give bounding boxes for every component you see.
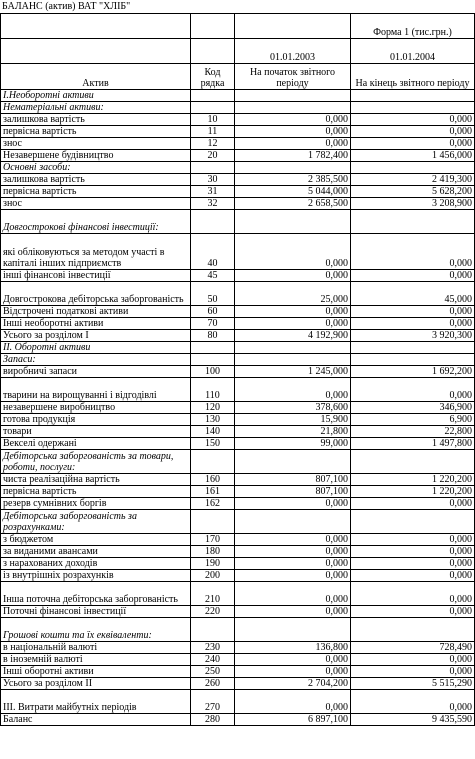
date-end: 01.01.2004 [351, 39, 475, 64]
row-start-value: 2 385,500 [235, 174, 351, 186]
row-code: 161 [191, 486, 235, 498]
row-start-value: 0,000 [235, 306, 351, 318]
row-end-value: 0,000 [351, 558, 475, 570]
row-start-value: 0,000 [235, 234, 351, 270]
table-row [1, 90, 475, 102]
table-row [1, 486, 475, 498]
row-start-value: 0,000 [235, 378, 351, 402]
row-label: з бюджетом [1, 534, 191, 546]
balance-table [0, 13, 475, 726]
row-start-value: 378,600 [235, 402, 351, 414]
row-end-value: 1 692,200 [351, 366, 475, 378]
row-end-value: 3 920,300 [351, 330, 475, 342]
table-row [1, 582, 475, 606]
row-start-value: 0,000 [235, 318, 351, 330]
table-row [1, 366, 475, 378]
row-start-value [235, 618, 351, 642]
row-code [191, 450, 235, 474]
table-row [1, 474, 475, 486]
row-end-value [351, 342, 475, 354]
date-start: 01.01.2003 [235, 39, 351, 64]
row-end-value: 45,000 [351, 282, 475, 306]
table-row [1, 282, 475, 306]
row-code [191, 354, 235, 366]
row-end-value: 0,000 [351, 690, 475, 714]
row-end-value [351, 90, 475, 102]
row-start-value: 0,000 [235, 558, 351, 570]
row-label: товари [1, 426, 191, 438]
table-row [1, 498, 475, 510]
row-end-value: 3 208,900 [351, 198, 475, 210]
row-label: Довгострокова дебіторська заборгованість [1, 282, 191, 306]
table-row [1, 306, 475, 318]
row-code: 190 [191, 558, 235, 570]
row-code: 70 [191, 318, 235, 330]
table-row [1, 570, 475, 582]
row-end-value: 0,000 [351, 114, 475, 126]
row-label: готова продукція [1, 414, 191, 426]
row-end-value: 0,000 [351, 306, 475, 318]
row-end-value: 1 497,800 [351, 438, 475, 450]
row-label: з нарахованих доходів [1, 558, 191, 570]
header-asset: Актив [1, 64, 191, 90]
row-label: Інші необоротні активи [1, 318, 191, 330]
table-row [1, 426, 475, 438]
row-label: Поточні фінансові інвестиції [1, 606, 191, 618]
row-end-value: 22,800 [351, 426, 475, 438]
row-label: Інші оборотні активи [1, 666, 191, 678]
row-start-value: 2 658,500 [235, 198, 351, 210]
row-start-value [235, 210, 351, 234]
row-start-value: 0,000 [235, 126, 351, 138]
row-code: 11 [191, 126, 235, 138]
row-label: які обліковуються за методом участі в капіталі інших підприємств [1, 234, 191, 270]
row-end-value [351, 102, 475, 114]
row-label: інші фінансові інвестиції [1, 270, 191, 282]
row-label: із внутрішніх розрахунків [1, 570, 191, 582]
row-end-value: 1 220,200 [351, 474, 475, 486]
row-start-value: 0,000 [235, 534, 351, 546]
row-start-value: 807,100 [235, 474, 351, 486]
row-end-value: 0,000 [351, 546, 475, 558]
table-row [1, 642, 475, 654]
table-row [1, 270, 475, 282]
row-end-value: 2 419,300 [351, 174, 475, 186]
row-start-value: 136,800 [235, 642, 351, 654]
row-code: 200 [191, 570, 235, 582]
row-label: чиста реалізаційна вартість [1, 474, 191, 486]
row-code: 110 [191, 378, 235, 402]
row-code [191, 102, 235, 114]
row-code: 40 [191, 234, 235, 270]
row-start-value: 0,000 [235, 270, 351, 282]
table-row [1, 546, 475, 558]
table-row [1, 402, 475, 414]
row-code: 180 [191, 546, 235, 558]
row-code: 20 [191, 150, 235, 162]
table-row [1, 654, 475, 666]
row-label: Векселі одержані [1, 438, 191, 450]
table-row [1, 450, 475, 474]
row-code [191, 618, 235, 642]
row-code: 50 [191, 282, 235, 306]
row-end-value: 1 456,000 [351, 150, 475, 162]
row-end-value: 0,000 [351, 654, 475, 666]
row-end-value [351, 618, 475, 642]
row-code [191, 210, 235, 234]
row-start-value: 0,000 [235, 546, 351, 558]
row-start-value: 15,900 [235, 414, 351, 426]
row-label: ІІІ. Витрати майбутніх періодів [1, 690, 191, 714]
row-end-value: 0,000 [351, 318, 475, 330]
row-start-value [235, 342, 351, 354]
row-start-value: 21,800 [235, 426, 351, 438]
row-code: 210 [191, 582, 235, 606]
row-start-value: 0,000 [235, 606, 351, 618]
table-row [1, 126, 475, 138]
row-label: Усього за розділом І [1, 330, 191, 342]
row-start-value: 0,000 [235, 138, 351, 150]
row-code: 170 [191, 534, 235, 546]
row-code: 230 [191, 642, 235, 654]
row-code [191, 162, 235, 174]
row-label: знос [1, 198, 191, 210]
table-row [1, 174, 475, 186]
row-code: 250 [191, 666, 235, 678]
table-row [1, 618, 475, 642]
table-row [1, 318, 475, 330]
table-row [1, 558, 475, 570]
row-end-value: 0,000 [351, 534, 475, 546]
row-code: 140 [191, 426, 235, 438]
row-end-value: 728,490 [351, 642, 475, 654]
row-label: виробничі запаси [1, 366, 191, 378]
row-label: І.Необоротні активи [1, 90, 191, 102]
row-label: Незавершене будівництво [1, 150, 191, 162]
row-start-value: 0,000 [235, 666, 351, 678]
table-row [1, 690, 475, 714]
row-start-value: 4 192,900 [235, 330, 351, 342]
row-code: 220 [191, 606, 235, 618]
row-end-value: 5 515,290 [351, 678, 475, 690]
header-start: На початок звітного періоду [235, 64, 351, 90]
row-start-value: 0,000 [235, 582, 351, 606]
row-code: 32 [191, 198, 235, 210]
row-end-value: 0,000 [351, 582, 475, 606]
table-row [1, 678, 475, 690]
row-end-value: 0,000 [351, 666, 475, 678]
row-end-value [351, 162, 475, 174]
table-row [1, 162, 475, 174]
table-row [1, 414, 475, 426]
row-label: в іноземній валюті [1, 654, 191, 666]
table-row [1, 234, 475, 270]
row-start-value: 2 704,200 [235, 678, 351, 690]
row-end-value: 6,900 [351, 414, 475, 426]
row-label: залишкова вартість [1, 174, 191, 186]
row-code: 31 [191, 186, 235, 198]
table-row [1, 534, 475, 546]
row-label: Нематеріальні активи: [1, 102, 191, 114]
table-row [1, 102, 475, 114]
row-end-value: 0,000 [351, 498, 475, 510]
row-start-value: 6 897,100 [235, 714, 351, 726]
table-row [1, 510, 475, 534]
table-row [1, 666, 475, 678]
row-code: 120 [191, 402, 235, 414]
row-start-value [235, 354, 351, 366]
row-start-value: 0,000 [235, 690, 351, 714]
table-row [1, 438, 475, 450]
row-code: 60 [191, 306, 235, 318]
row-code: 30 [191, 174, 235, 186]
header-code: Код рядка [191, 64, 235, 90]
row-start-value [235, 450, 351, 474]
row-end-value: 0,000 [351, 234, 475, 270]
row-start-value [235, 162, 351, 174]
form-label: Форма 1 (тис.грн.) [351, 14, 475, 39]
table-row [1, 606, 475, 618]
row-start-value: 25,000 [235, 282, 351, 306]
header-end: На кінець звітного періоду [351, 64, 475, 90]
row-start-value: 0,000 [235, 498, 351, 510]
row-start-value [235, 102, 351, 114]
row-end-value: 9 435,590 [351, 714, 475, 726]
row-end-value: 0,000 [351, 126, 475, 138]
row-label: Основні засоби: [1, 162, 191, 174]
row-code: 12 [191, 138, 235, 150]
row-label: Запаси: [1, 354, 191, 366]
row-start-value: 99,000 [235, 438, 351, 450]
row-code: 80 [191, 330, 235, 342]
row-label: тварини на вирощуванні і відгодівлі [1, 378, 191, 402]
row-code: 160 [191, 474, 235, 486]
row-code: 280 [191, 714, 235, 726]
row-label: Інша поточна дебіторська заборгованість [1, 582, 191, 606]
table-row [1, 114, 475, 126]
table-row [1, 138, 475, 150]
table-row [1, 342, 475, 354]
row-start-value: 0,000 [235, 654, 351, 666]
row-start-value: 0,000 [235, 114, 351, 126]
row-code: 240 [191, 654, 235, 666]
row-start-value: 1 782,400 [235, 150, 351, 162]
row-label: Грошові кошти та їх еквіваленти: [1, 618, 191, 642]
row-code [191, 90, 235, 102]
row-end-value [351, 450, 475, 474]
row-end-value: 0,000 [351, 378, 475, 402]
row-label: за виданими авансами [1, 546, 191, 558]
row-label: Усього за розділом ІІ [1, 678, 191, 690]
row-end-value: 346,900 [351, 402, 475, 414]
row-label: ІІ. Оборотні активи [1, 342, 191, 354]
table-row [1, 378, 475, 402]
table-row [1, 714, 475, 726]
row-code: 100 [191, 366, 235, 378]
row-label: Дебіторська заборгованість за розрахунками: [1, 510, 191, 534]
row-code: 45 [191, 270, 235, 282]
row-code: 162 [191, 498, 235, 510]
row-code: 150 [191, 438, 235, 450]
row-label: незавершене виробництво [1, 402, 191, 414]
row-end-value: 0,000 [351, 270, 475, 282]
row-start-value [235, 90, 351, 102]
row-code: 270 [191, 690, 235, 714]
row-end-value [351, 510, 475, 534]
row-label: Баланс [1, 714, 191, 726]
row-label: первісна вартість [1, 486, 191, 498]
row-label: Довгострокові фінансові інвестиції: [1, 210, 191, 234]
row-start-value: 807,100 [235, 486, 351, 498]
table-row [1, 186, 475, 198]
table-row [1, 210, 475, 234]
row-label: первісна вартість [1, 126, 191, 138]
row-start-value [235, 510, 351, 534]
table-row [1, 354, 475, 366]
row-code: 260 [191, 678, 235, 690]
table-row [1, 150, 475, 162]
row-end-value [351, 354, 475, 366]
row-label: резерв сумнівних боргів [1, 498, 191, 510]
row-code: 130 [191, 414, 235, 426]
row-end-value: 1 220,200 [351, 486, 475, 498]
row-start-value: 1 245,000 [235, 366, 351, 378]
table-row [1, 198, 475, 210]
row-label: знос [1, 138, 191, 150]
row-end-value [351, 210, 475, 234]
row-end-value: 0,000 [351, 606, 475, 618]
row-label: Відстрочені податкові активи [1, 306, 191, 318]
row-code [191, 510, 235, 534]
row-label: залишкова вартість [1, 114, 191, 126]
row-code [191, 342, 235, 354]
row-start-value: 0,000 [235, 570, 351, 582]
document-title: БАЛАНС (актив) ВАТ "ХЛІБ" [2, 1, 131, 12]
row-code: 10 [191, 114, 235, 126]
row-end-value: 0,000 [351, 138, 475, 150]
row-end-value: 5 628,200 [351, 186, 475, 198]
table-row [1, 330, 475, 342]
row-start-value: 5 044,000 [235, 186, 351, 198]
row-label: Дебіторська заборгованість за товари, роботи, послуги: [1, 450, 191, 474]
row-end-value: 0,000 [351, 570, 475, 582]
row-label: в національній валюті [1, 642, 191, 654]
row-label: первісна вартість [1, 186, 191, 198]
